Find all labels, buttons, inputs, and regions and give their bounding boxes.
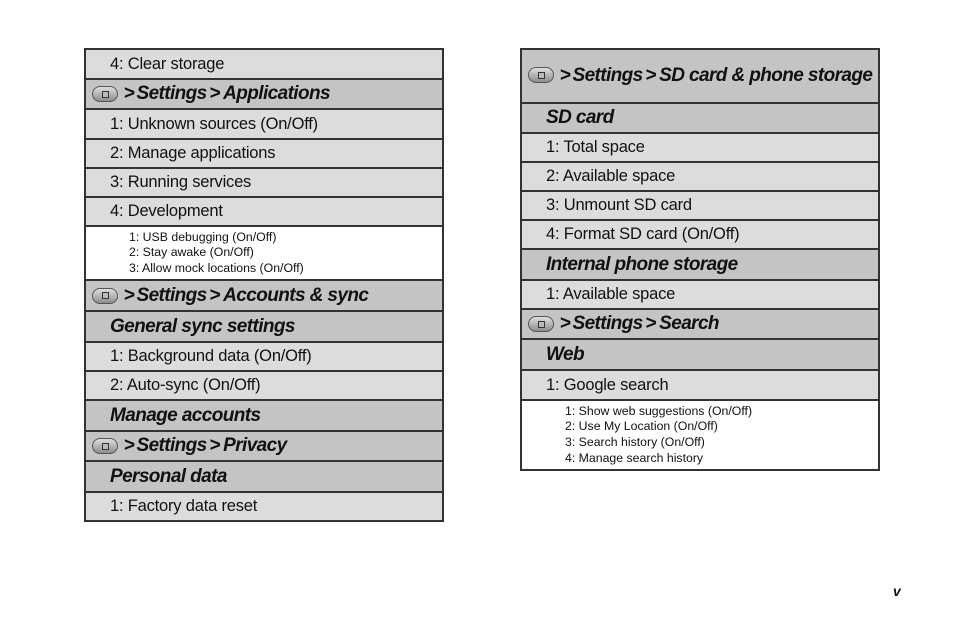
section-header-row: Manage accounts <box>86 401 442 432</box>
right-settings-table <box>520 48 880 471</box>
table-row: 4: Clear storage <box>86 50 442 80</box>
table-row: 4: Format SD card (On/Off) <box>522 221 878 250</box>
section-header-row: Web <box>522 340 878 371</box>
table-row: 1: Factory data reset <box>86 493 442 522</box>
section-header-row: Internal phone storage <box>522 250 878 281</box>
section-header-row: General sync settings <box>86 312 442 343</box>
table-row: 4: Development <box>86 198 442 227</box>
menu-key-icon <box>92 86 118 102</box>
table-row: 3: Unmount SD card <box>522 192 878 221</box>
left-settings-table <box>84 48 444 522</box>
table-row: 2: Auto-sync (On/Off) <box>86 372 442 401</box>
menu-path-row: > Settings > Search <box>522 310 878 340</box>
menu-key-icon <box>92 288 118 304</box>
menu-path-row: > Settings > SD card & phone storage <box>522 50 878 104</box>
table-row: 1: Total space <box>522 134 878 163</box>
menu-key-icon <box>92 438 118 454</box>
menu-path-row: > Settings > Accounts & sync <box>86 281 442 312</box>
page-number: v <box>893 583 901 599</box>
menu-path-row: > Settings > Privacy <box>86 432 442 462</box>
google-search-sublist: 1: Show web suggestions (On/Off) 2: Use My Location (On/Off) 3: Search history (On/Off) 4: Manage search history <box>522 401 878 471</box>
development-sublist: 1: USB debugging (On/Off) 2: Stay awake (On/Off) 3: Allow mock locations (On/Off) <box>86 227 442 281</box>
table-row: 1: Background data (On/Off) <box>86 343 442 372</box>
menu-key-icon <box>528 67 554 83</box>
table-row: 1: Unknown sources (On/Off) <box>86 110 442 140</box>
section-header-row: Personal data <box>86 462 442 493</box>
menu-path-row: > Settings > Applications <box>86 80 442 110</box>
menu-key-icon <box>528 316 554 332</box>
table-row: 2: Available space <box>522 163 878 192</box>
table-row: 1: Available space <box>522 281 878 310</box>
table-row: 3: Running services <box>86 169 442 198</box>
table-row: 1: Google search <box>522 371 878 401</box>
table-row: 2: Manage applications <box>86 140 442 169</box>
section-header-row: SD card <box>522 104 878 134</box>
